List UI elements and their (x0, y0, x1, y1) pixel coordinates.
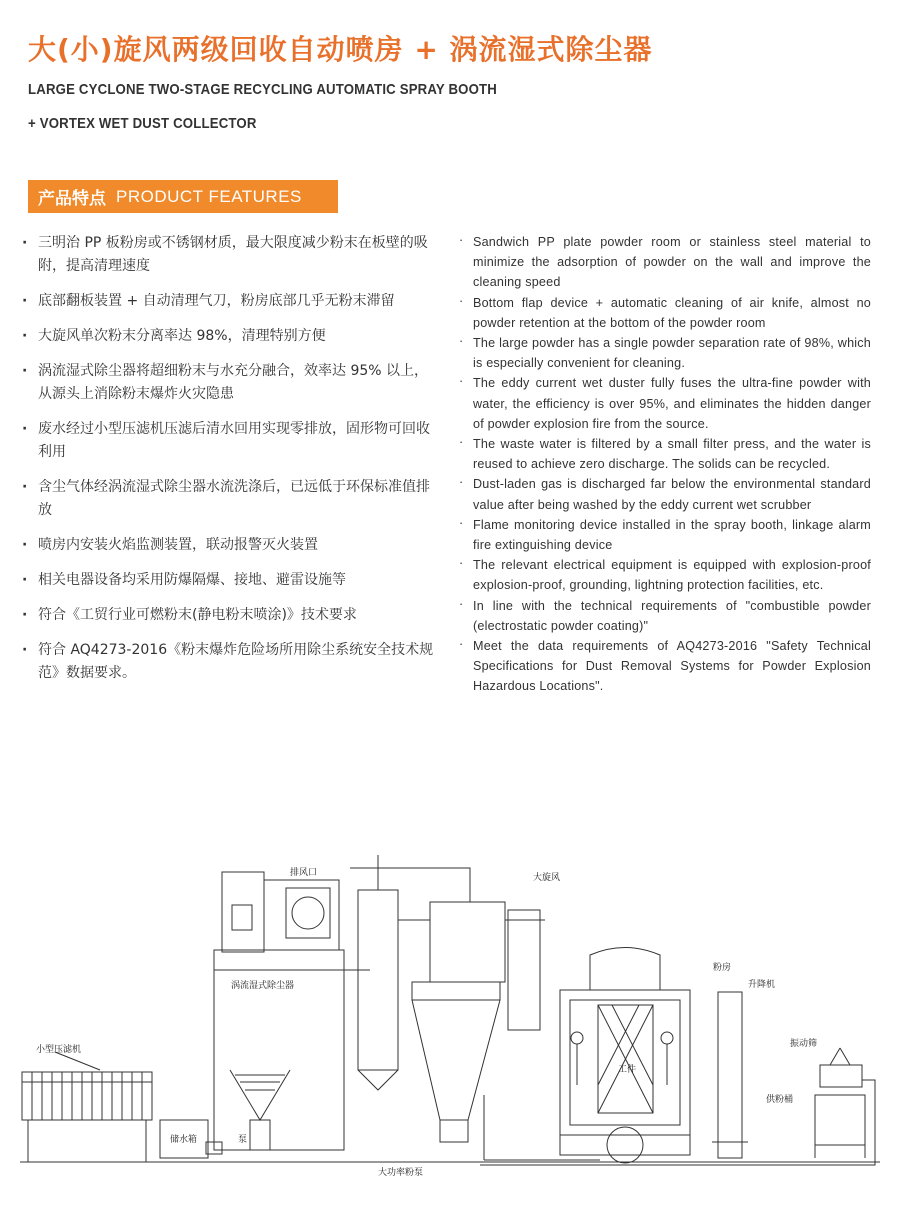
lifter (712, 992, 748, 1158)
label-vibrating-screen: 振动筛 (790, 1039, 818, 1049)
feature-en-item: · The large powder has a single powder separation rate of 98%, which is especially convenient for cleaning. (457, 333, 871, 373)
page-subtitle-line-2: + VORTEX WET DUST COLLECTOR (28, 115, 257, 132)
feature-en-item: · In line with the technical requirements of "combustible powder (electrostatic powder coating)" (457, 596, 871, 636)
filter-press (22, 1052, 152, 1162)
feature-zh-item: · 喷房内安装火焰监测装置，联动报警灭火装置 (20, 534, 440, 557)
feature-zh-item: · 大旋风单次粉末分离率达 98%，清理特别方便 (20, 325, 440, 348)
feature-en-item: · Dust-laden gas is discharged far below the environmental standard value after being washed by the eddy current wet scrubber (457, 474, 871, 514)
wet-dust-collector (214, 872, 370, 1150)
feature-en-item: · Bottom flap device + automatic cleaning of air knife, almost no powder retention at the bottom of the powder room (457, 293, 871, 333)
feature-en-item: · The waste water is filtered by a small filter press, and the water is reused to achieve zero discharge. The solids can be recycled. (457, 434, 871, 474)
feature-en-item: · The eddy current wet duster fully fuses the ultra-fine powder with water, the efficiency is over 95%, and eliminates the hidden danger of powder explosion fire from the source. (457, 373, 871, 434)
section-label-zh: 产品特点 (38, 189, 106, 209)
label-water-tank: 储水箱 (170, 1135, 198, 1145)
features-list-en (457, 232, 871, 697)
powder-room (560, 948, 690, 1164)
label-workpiece: 工件 (618, 1065, 637, 1075)
feature-zh-item: · 三明治 PP 板粉房或不锈钢材质，最大限度减少粉末在板壁的吸附，提高清理速度 (20, 232, 440, 278)
label-large-cyclone: 大旋风 (533, 873, 561, 883)
feature-zh-item: · 涡流湿式除尘器将超细粉末与水充分融合，效率达 95% 以上，从源头上消除粉末爆炸火灾隐患 (20, 360, 440, 406)
feature-zh-item: · 废水经过小型压滤机压滤后清水回用实现零排放，固形物可回收利用 (20, 418, 440, 464)
label-wet-collector: 涡流湿式除尘器 (231, 981, 295, 991)
page-subtitle-line-1: LARGE CYCLONE TWO-STAGE RECYCLING AUTOMATIC SPRAY BOOTH (28, 81, 498, 98)
features-list-zh (20, 232, 440, 697)
feature-zh-item: · 符合《工贸行业可燃粉末(静电粉末喷涂)》技术要求 (20, 604, 440, 627)
label-exhaust-port: 排风口 (290, 868, 318, 878)
feature-en-item: · Sandwich PP plate powder room or stainless steel material to minimize the adsorption of powder on the wall and improve the cleaning speed (457, 232, 871, 293)
large-cyclone (412, 902, 600, 1160)
label-powder-room: 粉房 (713, 963, 732, 973)
vibrating-screen (480, 1048, 875, 1165)
feature-zh-item: · 含尘气体经涡流湿式除尘器水流洗涤后，已远低于环保标准值排放 (20, 476, 440, 522)
label-lifter: 升降机 (748, 980, 776, 990)
feature-en-item: · The relevant electrical equipment is equipped with explosion-proof explosion-proof, grounding, lightning protection facilities, etc. (457, 555, 871, 595)
label-filter-press: 小型压滤机 (36, 1045, 82, 1055)
feature-en-item: · Meet the data requirements of AQ4273-2016 "Safety Technical Specifications for Dust Removal Systems for Powder Explosion Hazardous Locations". (457, 636, 871, 697)
label-powder-supply-bucket: 供粉桶 (766, 1095, 794, 1105)
label-powder-pump: 大功率粉泵 (378, 1168, 424, 1178)
label-pump: 泵 (238, 1135, 248, 1145)
feature-en-item: · Flame monitoring device installed in the spray booth, linkage alarm fire extinguishing device (457, 515, 871, 555)
feature-zh-item: · 底部翻板装置 + 自动清理气刀，粉房底部几乎无粉末滞留 (20, 290, 440, 313)
equipment-schematic-diagram (0, 820, 900, 1217)
feature-zh-item: · 符合 AQ4273-2016《粉末爆炸危险场所用除尘系统安全技术规范》数据要求。 (20, 639, 440, 685)
air-duct (350, 855, 470, 1090)
section-header-product-features (28, 180, 338, 213)
section-label-en: PRODUCT FEATURES (116, 186, 302, 206)
page-title: 大(小)旋风两级回收自动喷房 + 涡流湿式除尘器 (28, 33, 653, 66)
feature-zh-item: · 相关电器设备均采用防爆隔爆、接地、避雷设施等 (20, 569, 440, 592)
